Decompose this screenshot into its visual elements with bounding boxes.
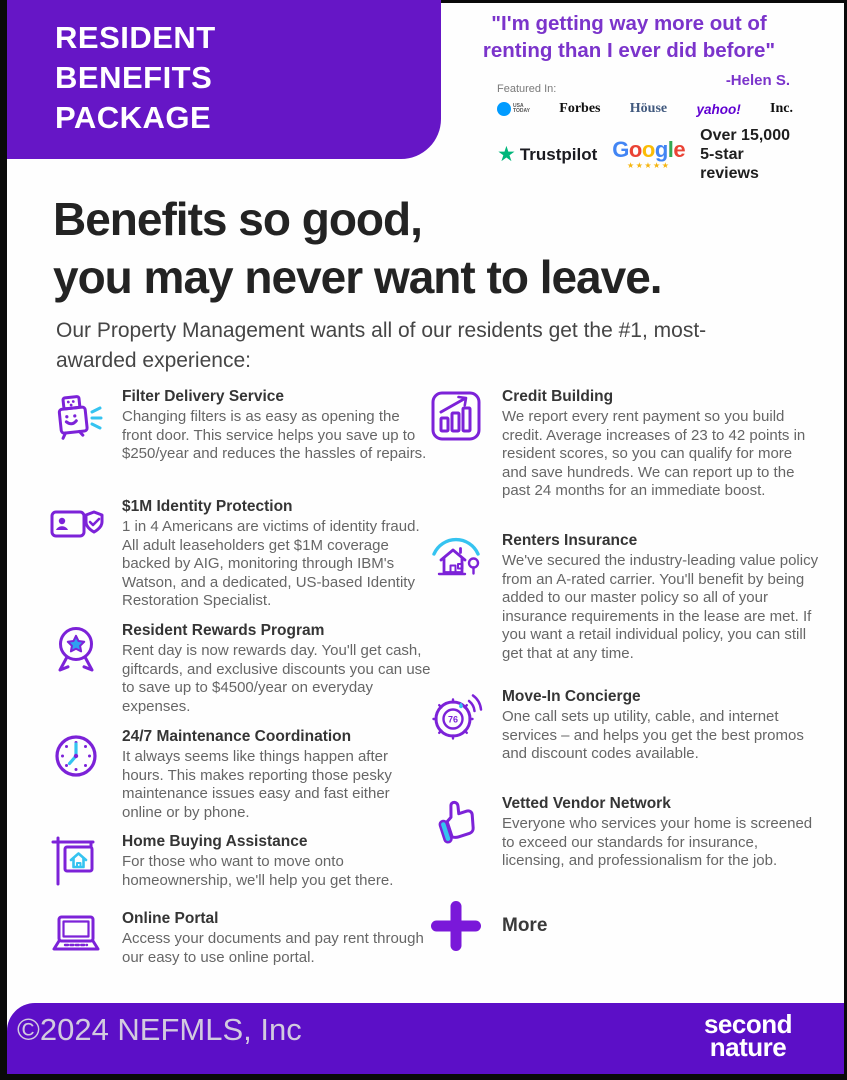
inc-logo: Inc. bbox=[770, 101, 793, 116]
benefit-title: Move-In Concierge bbox=[502, 688, 641, 705]
svg-text:76: 76 bbox=[447, 714, 459, 725]
credit-chart-icon bbox=[428, 388, 486, 444]
home-sign-icon bbox=[48, 833, 106, 889]
benefit-title: Filter Delivery Service bbox=[122, 388, 284, 405]
google-badge bbox=[612, 139, 685, 170]
featured-in-label: Featured In: bbox=[497, 83, 557, 95]
forbes-logo: Forbes bbox=[559, 101, 601, 116]
headline: Benefits so good, you may never want to leave. bbox=[53, 193, 662, 303]
benefit-more bbox=[428, 898, 820, 954]
benefit-title: 24/7 Maintenance Coordination bbox=[122, 728, 352, 745]
benefit-description: One call sets up utility, cable, and internet services – and helps you get the best promos and discount codes available. bbox=[502, 708, 804, 762]
quote-line: renting than I ever did before" bbox=[482, 39, 776, 62]
second-nature-logo: second nature bbox=[703, 1009, 792, 1062]
benefit-description: We've secured the industry-leading value policy from an A-rated carrier. You'll benefit by being added to our master policy so all of your insurance requirements in the lease are met. If you want a retail individual policy, you can still get that at any time. bbox=[502, 552, 819, 662]
google-logo: Google bbox=[612, 137, 686, 162]
featured-logos-row bbox=[497, 97, 793, 121]
thumbs-up-icon bbox=[428, 795, 486, 851]
testimonial-quote bbox=[462, 10, 796, 94]
benefit-description: For those who want to move onto homeownership, we'll help you get there. bbox=[122, 853, 394, 889]
air-filter-icon bbox=[48, 388, 106, 444]
benefit-description: Everyone who services your home is screened to exceed our standards for insurance, licensing, and professionalism for the job. bbox=[502, 815, 813, 869]
benefit-credit-building bbox=[428, 388, 820, 501]
identity-shield-icon bbox=[48, 498, 106, 554]
usa-today-logo bbox=[497, 102, 530, 116]
subheadline: Our Property Management wants all of our residents get the #1, most-awarded experience: bbox=[56, 319, 707, 372]
benefit-title: Home Buying Assistance bbox=[122, 833, 308, 850]
clock-icon bbox=[48, 728, 106, 784]
benefit-rewards-program bbox=[48, 622, 433, 716]
award-ribbon-icon bbox=[48, 622, 106, 678]
benefit-maintenance bbox=[48, 728, 433, 822]
quote-attribution: -Helen S. bbox=[725, 72, 790, 89]
benefit-description: We report every rent payment so you build credit. Average increases of 23 to 42 points in resident scores, so you can qualify for more and save hundreds. We can report up to the past 24 months for an immediate boost. bbox=[502, 408, 806, 499]
benefit-title: $1M Identity Protection bbox=[122, 498, 293, 515]
title-line: PACKAGE bbox=[55, 100, 212, 135]
usa-today-circle-icon bbox=[497, 102, 511, 116]
benefit-description: Changing filters is as easy as opening the front door. This service helps you save up to $250/year and reduces the hassles of repairs. bbox=[122, 408, 427, 462]
benefit-title: Credit Building bbox=[502, 388, 614, 405]
copyright-text: ©2024 NEFMLS, Inc bbox=[17, 1012, 302, 1047]
yahoo-logo: yahoo! bbox=[696, 101, 741, 117]
dial-icon bbox=[428, 688, 486, 744]
trustpilot-label: Trustpilot bbox=[519, 144, 598, 164]
plus-icon bbox=[428, 898, 486, 954]
usa-today-text: USA TODAY bbox=[513, 103, 530, 114]
house-beautiful-logo: Höuse bbox=[629, 101, 668, 116]
trustpilot-badge bbox=[497, 144, 597, 165]
google-stars-icon: ★★★★★ bbox=[627, 161, 671, 170]
benefit-renters-insurance bbox=[428, 532, 820, 663]
benefit-identity-protection bbox=[48, 498, 433, 611]
laptop-icon bbox=[48, 910, 106, 966]
benefit-description: Access your documents and pay rent through our easy to use online portal. bbox=[122, 930, 424, 966]
header-banner bbox=[7, 0, 441, 159]
benefit-title: Online Portal bbox=[122, 910, 219, 927]
package-title bbox=[55, 18, 441, 138]
benefit-description: Rent day is now rewards day. You'll get cash, giftcards, and exclusive discounts you can use to save up to $4500/year on everyday expenses. bbox=[122, 642, 431, 715]
benefit-description: 1 in 4 Americans are victims of identity fraud. All adult leaseholders get $1M coverage backed by AIG, monitoring through IBM's Watson, and a dedicated, US-based Identity Restoration Specialist. bbox=[122, 518, 420, 609]
benefit-move-in-concierge bbox=[428, 688, 820, 764]
benefit-title: Resident Rewards Program bbox=[122, 622, 325, 639]
review-count: Over 15,000 5-star reviews bbox=[700, 127, 790, 182]
benefit-home-buying bbox=[48, 833, 433, 890]
quote-line: "I'm getting way more out of bbox=[491, 12, 767, 35]
more-label: More bbox=[502, 915, 548, 936]
title-line: BENEFITS bbox=[55, 60, 213, 95]
benefit-description: It always seems like things happen after hours. This makes reporting those pesky maintenance issues easy and fast either online or by phone. bbox=[122, 748, 392, 821]
benefit-filter-delivery bbox=[48, 388, 433, 464]
trustpilot-star-icon: ★ bbox=[497, 143, 516, 166]
footer-banner bbox=[7, 1003, 844, 1074]
benefit-vendor-network bbox=[428, 795, 820, 871]
insured-house-icon bbox=[428, 532, 486, 588]
benefit-title: Renters Insurance bbox=[502, 532, 638, 549]
title-line: RESIDENT bbox=[55, 20, 216, 55]
benefit-online-portal bbox=[48, 910, 433, 967]
review-badges-row bbox=[497, 126, 797, 183]
benefit-title: Vetted Vendor Network bbox=[502, 795, 671, 812]
